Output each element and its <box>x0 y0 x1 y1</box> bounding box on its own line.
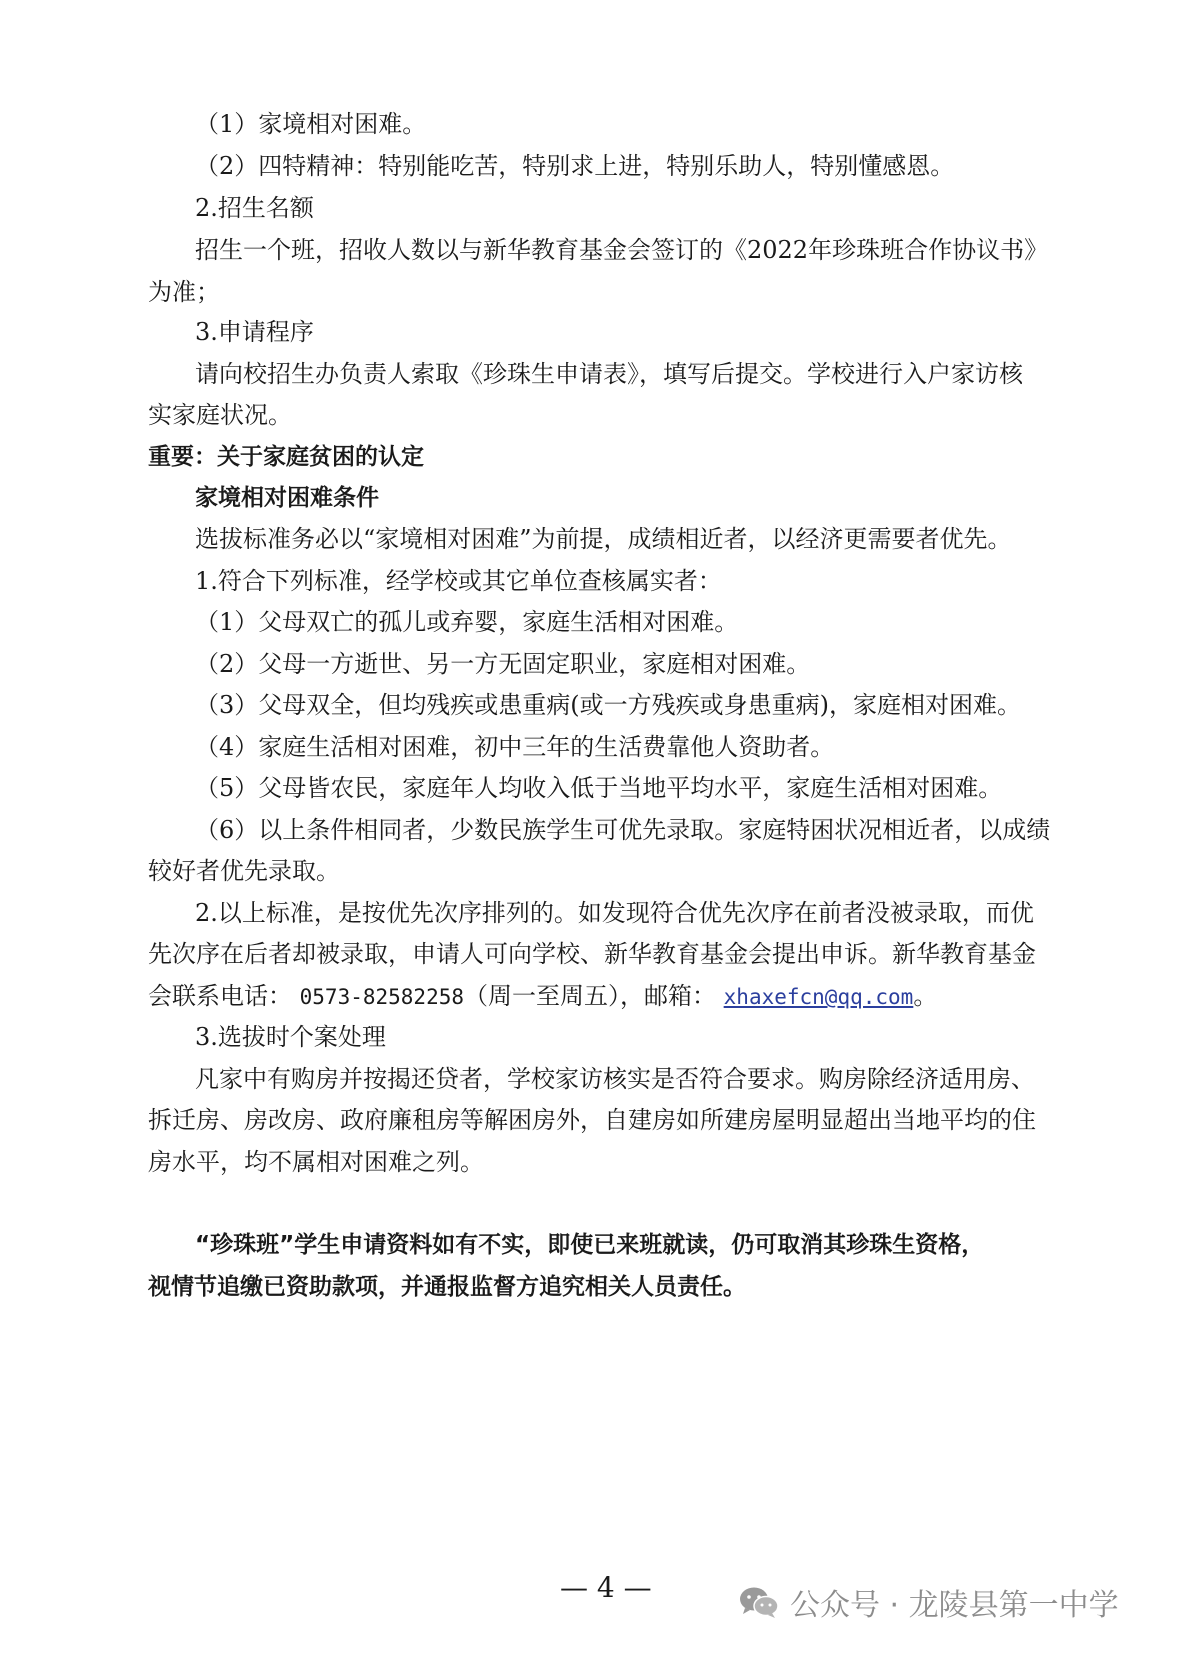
email-link[interactable]: xhaxefcn@qq.com <box>723 985 914 1009</box>
paragraph-line: 请向校招生办负责人索取《珍珠生申请表》，填写后提交。学校进行入户家访核 <box>195 360 1023 388</box>
subsection-heading: 家境相对困难条件 <box>195 485 379 511</box>
paragraph-line: 先次序在后者却被录取，申请人可向学校、新华教育基金会提出申诉。新华教育基金 <box>148 940 1036 968</box>
section-heading: 3.选拔时个案处理 <box>195 1023 386 1051</box>
paragraph-line: 拆迁房、房改房、政府廉租房等解困房外，自建房如所建房屋明显超出当地平均的住 <box>148 1106 1036 1134</box>
section-heading: 3.申请程序 <box>195 318 314 346</box>
paragraph-line: 凡家中有购房并按揭还贷者，学校家访核实是否符合要求。购房除经济适用房、 <box>195 1065 1035 1093</box>
contact-prefix: 会联系电话： <box>148 982 292 1010</box>
list-item: （5）父母皆农民，家庭年人均收入低于当地平均水平，家庭生活相对困难。 <box>195 774 1003 802</box>
paragraph-line: 2.以上标准，是按优先次序排列的。如发现符合优先次序在前者没被录取，而优 <box>195 899 1034 927</box>
contact-line <box>148 980 937 1013</box>
contact-phone: 0573-82582258 <box>299 985 465 1009</box>
paragraph-line: 招生一个班，招收人数以与新华教育基金会签订的《2022年珍珠班合作协议书》 <box>195 236 1049 264</box>
watermark-text: 公众号 · 龙陵县第一中学 <box>790 1588 1119 1623</box>
list-item: （6）以上条件相同者，少数民族学生可优先录取。家庭特困状况相近者，以成绩 <box>195 816 1051 844</box>
section-heading: 2.招生名额 <box>195 194 314 222</box>
paragraph-line: 房水平，均不属相对困难之列。 <box>148 1148 484 1176</box>
watermark <box>738 1580 1119 1624</box>
contact-hours: （周一至周五），邮箱： <box>464 982 717 1010</box>
wechat-icon <box>738 1584 780 1620</box>
list-item: （4）家庭生活相对困难，初中三年的生活费靠他人资助者。 <box>195 733 835 761</box>
list-item: （3）父母双全，但均残疾或患重病(或一方残疾或身患重病)，家庭相对困难。 <box>195 691 1021 719</box>
paragraph-line: 为准； <box>148 278 220 306</box>
list-item: （1）父母双亡的孤儿或弃婴，家庭生活相对困难。 <box>195 608 739 636</box>
warning-text: 视情节追缴已资助款项，并通报监督方追究相关人员责任。 <box>148 1274 746 1300</box>
paragraph-line: 选拔标准务必以“家境相对困难”为前提，成绩相近者，以经济更需要者优先。 <box>195 525 1012 553</box>
page-number: — 4 — <box>560 1571 652 1604</box>
paragraph-line: （2）四特精神：特别能吃苦，特别求上进，特别乐助人，特别懂感恩。 <box>195 152 955 180</box>
list-item: 较好者优先录取。 <box>148 857 340 885</box>
contact-suffix: 。 <box>913 982 938 1010</box>
paragraph-line: 实家庭状况。 <box>148 401 292 429</box>
paragraph-line: （1）家境相对困难。 <box>195 110 427 138</box>
warning-text: “珍珠班”学生申请资料如有不实，即使已来班就读，仍可取消其珍珠生资格， <box>195 1232 985 1258</box>
paragraph-line: 1.符合下列标准，经学校或其它单位查核属实者： <box>195 567 722 595</box>
important-heading: 重要：关于家庭贫困的认定 <box>148 444 424 470</box>
list-item: （2）父母一方逝世、另一方无固定职业，家庭相对困难。 <box>195 650 811 678</box>
